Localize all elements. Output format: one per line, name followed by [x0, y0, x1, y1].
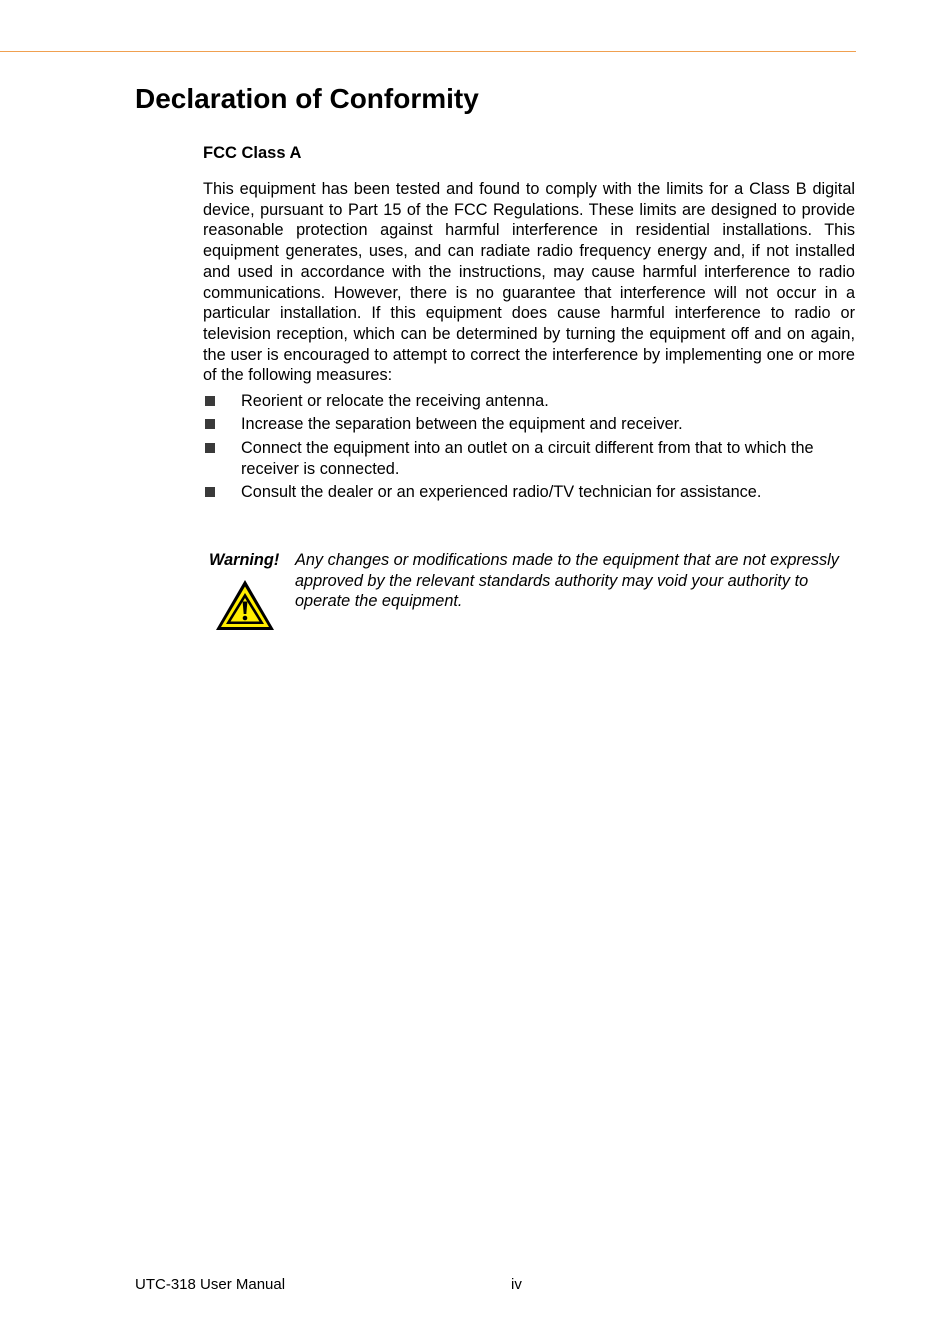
warning-label: Warning!: [209, 551, 280, 569]
warning-text: Any changes or modifications made to the equipment that are not expressly approved by the relevant standards authority may void your authority to operate the equipment.: [295, 551, 839, 611]
footer-manual-name: UTC-318 User Manual: [135, 1276, 286, 1293]
list-item-text: Connect the equipment into an outlet on a circuit different from that to which the receiver is connected.: [241, 438, 814, 478]
list-item-text: Consult the dealer or an experienced radio/TV technician for assistance.: [241, 482, 762, 501]
measures-list: [203, 391, 855, 505]
body-paragraph: This equipment has been tested and found to comply with the limits for a Class B digital device, pursuant to Part 15 of the FCC Regulations. These limits are designed to provide reasonable protection against harmful interference in residential installations. This equipment generates, uses, and can radiate radio frequency energy and, if not installed and used in accordance with the instructions, may cause harmful interference to radio communications. However, there is no guarantee that interference will not occur in a particular installation. If this equipment does cause harmful interference to radio or television reception, which can be determined by turning the equipment off and on again, the user is encouraged to attempt to correct the interference by implementing one or more of the following measures:: [203, 180, 855, 385]
list-item: [203, 482, 855, 503]
page-title: Declaration of Conformity: [135, 83, 479, 114]
square-bullet-icon: [205, 396, 215, 406]
list-item-text: Reorient or relocate the receiving antenna.: [241, 392, 549, 410]
list-item-text: Increase the separation between the equipment and receiver.: [241, 415, 683, 434]
square-bullet-icon: [205, 487, 215, 497]
footer-page-number: iv: [511, 1276, 522, 1293]
square-bullet-icon: [205, 443, 215, 453]
list-item: [203, 414, 855, 435]
header-rule: [0, 51, 856, 52]
warning-triangle-icon: [214, 578, 276, 632]
list-item: [203, 438, 855, 480]
section-heading: FCC Class A: [203, 144, 302, 162]
list-item: [203, 391, 855, 412]
square-bullet-icon: [205, 419, 215, 429]
